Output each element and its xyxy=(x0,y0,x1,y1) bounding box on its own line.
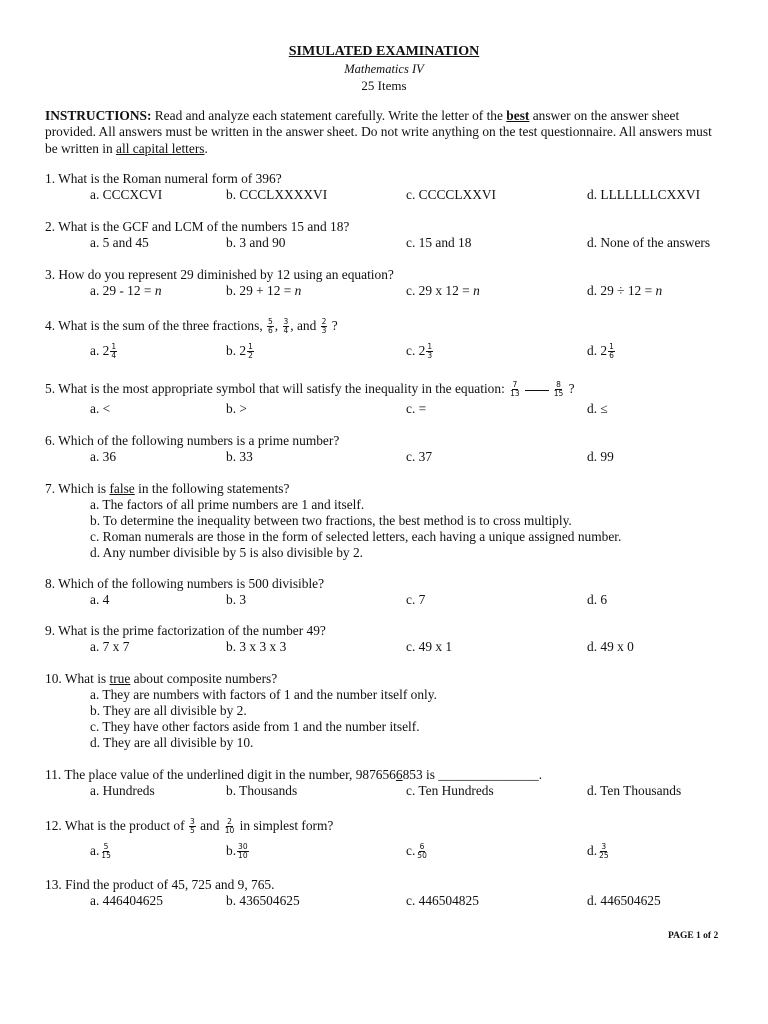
choice-4a xyxy=(90,343,118,360)
question-4-end: ? xyxy=(328,318,338,333)
choice-12d xyxy=(587,843,611,860)
denominator: 4 xyxy=(283,326,289,336)
question-5-text: 5. What is the most appropriate symbol that will satisfy the inequality in the equation: xyxy=(45,381,509,396)
choice-2b: b. 3 and 90 xyxy=(226,235,286,250)
choice-10c: c. They have other factors aside from 1 and the number itself. xyxy=(90,719,420,734)
numerator: 6 xyxy=(419,842,425,852)
denominator: 15 xyxy=(101,851,111,861)
choice-4c xyxy=(406,343,434,360)
numerator: 5 xyxy=(103,842,109,852)
choice-7a: a. The factors of all prime numbers are 1 and itself. xyxy=(90,497,365,512)
question-4 xyxy=(45,318,338,335)
choice-4d xyxy=(587,343,616,360)
choice-9d: d. 49 x 0 xyxy=(587,639,634,654)
whole: c. 2 xyxy=(406,343,426,358)
choice-3d-text: d. 29 ÷ 12 = xyxy=(587,283,656,298)
instructions-text-3: . xyxy=(204,140,208,156)
choice-3c-var: n xyxy=(473,283,480,298)
question-12-post: in simplest form? xyxy=(236,818,334,833)
choice-11a: a. Hundreds xyxy=(90,783,155,798)
choice-3a-text: a. 29 - 12 = xyxy=(90,283,155,298)
choice-letter: c. xyxy=(406,843,416,858)
question-4-text: 4. What is the sum of the three fractions, xyxy=(45,318,267,333)
fraction xyxy=(608,343,615,360)
denominator: 3 xyxy=(321,326,327,336)
choice-13d: d. 446504625 xyxy=(587,893,661,908)
question-11-post: 853 is _______________. xyxy=(402,767,543,782)
fraction xyxy=(100,843,112,860)
denominator: 50 xyxy=(417,851,427,861)
choice-1b: b. CCCLXXXXVI xyxy=(226,187,328,202)
question-11 xyxy=(45,767,542,783)
numerator: 3 xyxy=(601,842,607,852)
choice-3c-text: c. 29 x 12 = xyxy=(406,283,474,298)
fraction xyxy=(426,343,433,360)
choice-9a: a. 7 x 7 xyxy=(90,639,130,654)
choice-11c: c. Ten Hundreds xyxy=(406,783,494,798)
choice-4b xyxy=(226,343,255,360)
question-7-emphasis: false xyxy=(109,481,135,496)
denominator: 6 xyxy=(268,326,273,336)
choice-7c: c. Roman numerals are those in the form of selected letters, each having a unique assigned number. xyxy=(90,529,622,544)
instructions xyxy=(45,108,713,157)
choice-12c xyxy=(406,843,429,860)
question-12-mid: and xyxy=(196,818,223,833)
fraction xyxy=(267,318,274,335)
question-2: 2. What is the GCF and LCM of the numbers 15 and 18? xyxy=(45,219,350,234)
denominator: 10 xyxy=(238,851,248,861)
denominator: 4 xyxy=(111,351,117,361)
choice-12b xyxy=(226,843,250,860)
choice-letter: a. xyxy=(90,843,100,858)
whole: b. 2 xyxy=(226,343,247,358)
question-10-post: about composite numbers? xyxy=(130,671,278,686)
fraction xyxy=(247,343,254,360)
fraction xyxy=(598,843,610,860)
question-7-post: in the following statements? xyxy=(134,481,290,496)
question-11-pre: 11. The place value of the underlined digit in the number, 987656 xyxy=(45,767,396,782)
choice-13c: c. 446504825 xyxy=(406,893,479,908)
choice-9c: c. 49 x 1 xyxy=(406,639,453,654)
whole: d. 2 xyxy=(587,343,608,358)
choice-10a: a. They are numbers with factors of 1 and the number itself only. xyxy=(90,687,437,702)
exam-subtitle: Mathematics IV xyxy=(344,62,424,76)
question-1: 1. What is the Roman numeral form of 396? xyxy=(45,171,282,186)
question-12 xyxy=(45,818,333,835)
choice-11d: d. Ten Thousands xyxy=(587,783,682,798)
choice-6d: d. 99 xyxy=(587,449,614,464)
question-5-end: ? xyxy=(565,381,575,396)
denominator: 3 xyxy=(427,351,433,361)
choice-8b: b. 3 xyxy=(226,592,247,607)
choice-10b: b. They are all divisible by 2. xyxy=(90,703,247,718)
fraction xyxy=(553,381,565,398)
choice-12a xyxy=(90,843,113,860)
choice-3c xyxy=(406,283,480,299)
question-10 xyxy=(45,671,277,687)
exam-title-text: SIMULATED EXAMINATION xyxy=(288,44,480,59)
denominator: 10 xyxy=(224,826,235,836)
numerator: 8 xyxy=(556,380,561,390)
choice-6b: b. 33 xyxy=(226,449,253,464)
choice-letter: d. xyxy=(587,843,598,858)
numerator: 1 xyxy=(111,342,117,352)
question-6: 6. Which of the following numbers is a prime number? xyxy=(45,433,340,448)
fraction xyxy=(321,318,328,335)
denominator: 2 xyxy=(248,351,253,361)
choice-6c: c. 37 xyxy=(406,449,433,464)
choice-3b-text: b. 29 + 12 = xyxy=(226,283,295,298)
instructions-text-2: answer on the answer sheet provided. All answers must be written in the answer sheet. Do not write anything on the test questionnaire. All answers must be written in xyxy=(45,108,712,156)
question-8: 8. Which of the following numbers is 500 divisible? xyxy=(45,576,325,591)
denominator: 6 xyxy=(609,351,614,361)
whole: a. 2 xyxy=(90,343,110,358)
exam-title xyxy=(0,44,768,60)
numerator: 2 xyxy=(321,317,327,327)
numerator: 7 xyxy=(512,380,518,390)
numerator: 30 xyxy=(238,842,248,852)
denominator: 25 xyxy=(599,851,609,861)
numerator: 3 xyxy=(283,317,289,327)
choice-5d: d. ≤ xyxy=(587,401,608,416)
page-number: PAGE 1 of 2 xyxy=(668,931,719,941)
choice-8d: d. 6 xyxy=(587,592,608,607)
instructions-label: INSTRUCTIONS: xyxy=(45,108,152,123)
fraction xyxy=(283,318,290,335)
instructions-underlined: all capital letters xyxy=(116,140,205,156)
choice-7b: b. To determine the inequality between two fractions, the best method is to cross multiply. xyxy=(90,513,572,528)
choice-2a: a. 5 and 45 xyxy=(90,235,149,250)
choice-3b-var: n xyxy=(294,283,302,298)
choice-1d: d. LLLLLLLCXXVI xyxy=(587,187,701,202)
numerator: 1 xyxy=(427,342,433,352)
choice-2c: c. 15 and 18 xyxy=(406,235,472,250)
exam-item-count: 25 Items xyxy=(361,78,407,93)
choice-3a-var: n xyxy=(154,283,162,298)
answer-blank xyxy=(525,389,549,391)
choice-11b: b. Thousands xyxy=(226,783,298,798)
choice-5a: a. < xyxy=(90,401,111,416)
question-9: 9. What is the prime factorization of the number 49? xyxy=(45,623,326,638)
question-10-pre: 10. What is xyxy=(45,671,110,686)
fraction xyxy=(224,818,236,835)
instructions-emphasis: best xyxy=(506,108,530,123)
fraction xyxy=(110,343,117,360)
choice-8c: c. 7 xyxy=(406,592,426,607)
question-7 xyxy=(45,481,289,497)
choice-5b: b. > xyxy=(226,401,247,416)
choice-1c: c. CCCCLXXVI xyxy=(406,187,497,202)
numerator: 1 xyxy=(248,342,253,352)
choice-8a: a. 4 xyxy=(90,592,110,607)
denominator: 13 xyxy=(510,389,520,399)
denominator: 5 xyxy=(189,826,195,836)
question-13: 13. Find the product of 45, 725 and 9, 765. xyxy=(45,877,275,892)
question-10-emphasis: true xyxy=(109,671,131,686)
choice-9b: b. 3 x 3 x 3 xyxy=(226,639,287,654)
denominator: 15 xyxy=(553,389,564,399)
question-12-pre: 12. What is the product of xyxy=(45,818,188,833)
question-7-pre: 7. Which is xyxy=(45,481,110,496)
fraction xyxy=(509,381,521,398)
question-3: 3. How do you represent 29 diminished by 12 using an equation? xyxy=(45,267,394,282)
numerator: 2 xyxy=(227,817,232,827)
fraction xyxy=(189,818,196,835)
choice-3d xyxy=(587,283,662,299)
choice-3b xyxy=(226,283,301,299)
numerator: 3 xyxy=(189,817,195,827)
choice-13a: a. 446404625 xyxy=(90,893,163,908)
choice-6a: a. 36 xyxy=(90,449,117,464)
numerator: 5 xyxy=(268,317,273,327)
fraction xyxy=(237,843,249,860)
numerator: 1 xyxy=(609,342,614,352)
choice-1a: a. CCCXCVI xyxy=(90,187,163,202)
choice-13b: b. 436504625 xyxy=(226,893,300,908)
choice-2d: d. None of the answers xyxy=(587,235,711,250)
choice-letter: b. xyxy=(226,843,237,858)
separator: , and xyxy=(290,318,320,333)
choice-3d-var: n xyxy=(655,283,663,298)
fraction xyxy=(416,843,428,860)
choice-10d: d. They are all divisible by 10. xyxy=(90,735,254,750)
separator: , xyxy=(274,318,282,333)
question-5 xyxy=(45,381,575,398)
choice-5c: c. = xyxy=(406,401,427,416)
underlined-digit: 6 xyxy=(395,767,403,782)
instructions-text-1: Read and analyze each statement carefully. Write the letter of the xyxy=(151,108,507,123)
choice-3a xyxy=(90,283,162,299)
choice-7d: d. Any number divisible by 5 is also divisible by 2. xyxy=(90,545,364,560)
